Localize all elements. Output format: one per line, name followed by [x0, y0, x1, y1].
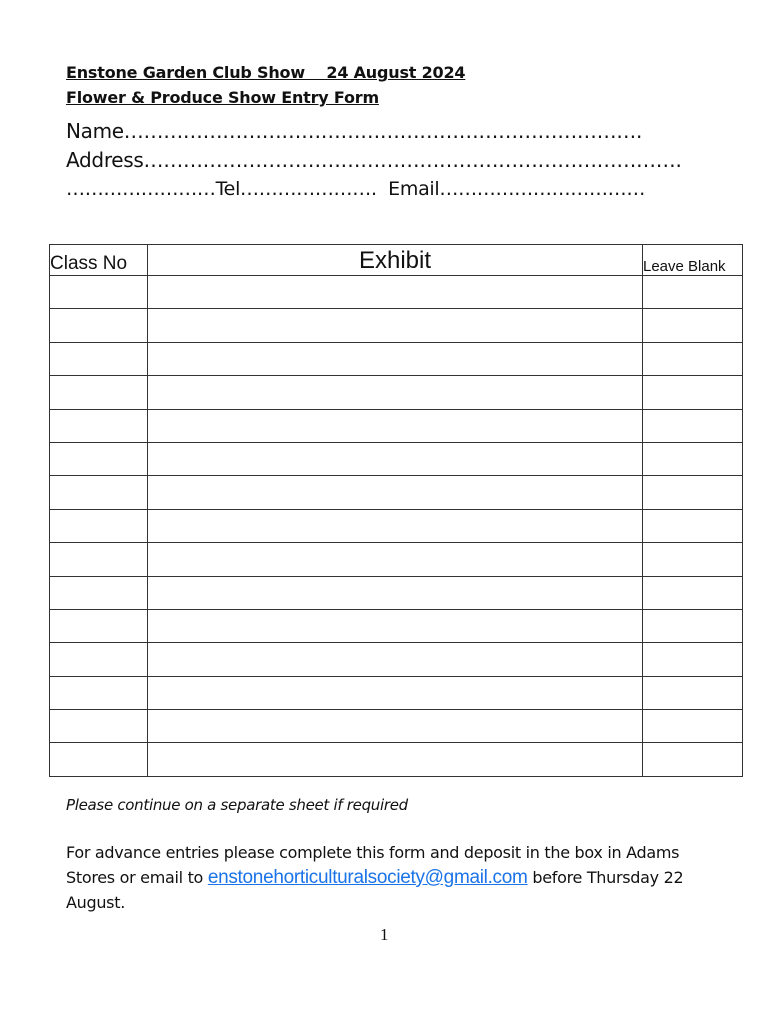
- leave-blank-cell[interactable]: [643, 676, 743, 709]
- class-no-header: Class No: [50, 245, 148, 276]
- exhibit-cell[interactable]: [148, 643, 643, 676]
- class-no-cell[interactable]: [50, 676, 148, 709]
- table-row: [50, 643, 743, 676]
- table-row: [50, 710, 743, 743]
- table-row: [50, 543, 743, 576]
- continue-note: Please continue on a separate sheet if required: [66, 796, 408, 814]
- class-no-cell[interactable]: [50, 543, 148, 576]
- instructions-text: For advance entries please complete this form and deposit in the box in Adams Stores or email to: [66, 843, 680, 887]
- leave-blank-cell[interactable]: [643, 543, 743, 576]
- instructions-paragraph: [66, 840, 726, 915]
- class-no-cell[interactable]: [50, 342, 148, 375]
- table-row: [50, 476, 743, 509]
- tel-email-field: ……………………Tel…………………. Email……………………………: [66, 178, 646, 200]
- class-no-cell[interactable]: [50, 476, 148, 509]
- entry-table: [49, 244, 743, 777]
- leave-blank-cell[interactable]: [643, 309, 743, 342]
- email-link[interactable]: enstonehorticulturalsociety@gmail.com: [207, 867, 528, 888]
- table-row: [50, 276, 743, 309]
- exhibit-cell[interactable]: [148, 576, 643, 609]
- leave-blank-cell[interactable]: [643, 710, 743, 743]
- table-row: [50, 376, 743, 409]
- leave-blank-header: Leave Blank: [643, 245, 743, 276]
- table-row: [50, 409, 743, 442]
- leave-blank-cell[interactable]: [643, 376, 743, 409]
- leave-blank-cell[interactable]: [643, 442, 743, 475]
- leave-blank-cell[interactable]: [643, 276, 743, 309]
- leave-blank-cell[interactable]: [643, 609, 743, 642]
- exhibit-cell[interactable]: [148, 342, 643, 375]
- page-number: 1: [380, 925, 389, 944]
- class-no-cell[interactable]: [50, 643, 148, 676]
- exhibit-cell[interactable]: [148, 710, 643, 743]
- address-field: Address……………………………………………………………………….: [66, 148, 682, 172]
- instructions-text-end: before Thursday 22 August.: [66, 868, 684, 912]
- class-no-cell[interactable]: [50, 609, 148, 642]
- exhibit-cell[interactable]: [148, 442, 643, 475]
- exhibit-cell[interactable]: [148, 276, 643, 309]
- class-no-cell[interactable]: [50, 309, 148, 342]
- table-header-row: [50, 245, 743, 276]
- exhibit-cell[interactable]: [148, 376, 643, 409]
- leave-blank-cell[interactable]: [643, 509, 743, 542]
- class-no-cell[interactable]: [50, 509, 148, 542]
- leave-blank-cell[interactable]: [643, 342, 743, 375]
- exhibit-cell[interactable]: [148, 509, 643, 542]
- entry-rows: [50, 276, 743, 777]
- exhibit-cell[interactable]: [148, 476, 643, 509]
- table-row: [50, 442, 743, 475]
- exhibit-cell[interactable]: [148, 743, 643, 776]
- exhibit-cell[interactable]: [148, 309, 643, 342]
- class-no-cell[interactable]: [50, 576, 148, 609]
- exhibit-header: Exhibit: [148, 245, 643, 276]
- class-no-cell[interactable]: [50, 376, 148, 409]
- class-no-cell[interactable]: [50, 276, 148, 309]
- table-row: [50, 342, 743, 375]
- table-row: [50, 609, 743, 642]
- table-row: [50, 576, 743, 609]
- leave-blank-cell[interactable]: [643, 643, 743, 676]
- table-row: [50, 509, 743, 542]
- table-row: [50, 309, 743, 342]
- exhibit-cell[interactable]: [148, 609, 643, 642]
- leave-blank-cell[interactable]: [643, 409, 743, 442]
- class-no-cell[interactable]: [50, 710, 148, 743]
- leave-blank-cell[interactable]: [643, 576, 743, 609]
- name-field: Name…………………………………………………………………….: [66, 119, 643, 143]
- leave-blank-cell[interactable]: [643, 743, 743, 776]
- class-no-cell[interactable]: [50, 743, 148, 776]
- class-no-cell[interactable]: [50, 409, 148, 442]
- class-no-cell[interactable]: [50, 442, 148, 475]
- exhibit-cell[interactable]: [148, 409, 643, 442]
- show-title: Enstone Garden Club Show 24 August 2024: [66, 63, 466, 82]
- exhibit-cell[interactable]: [148, 543, 643, 576]
- table-row: [50, 676, 743, 709]
- table-row: [50, 743, 743, 776]
- leave-blank-cell[interactable]: [643, 476, 743, 509]
- exhibit-cell[interactable]: [148, 676, 643, 709]
- form-title: Flower & Produce Show Entry Form: [66, 88, 379, 107]
